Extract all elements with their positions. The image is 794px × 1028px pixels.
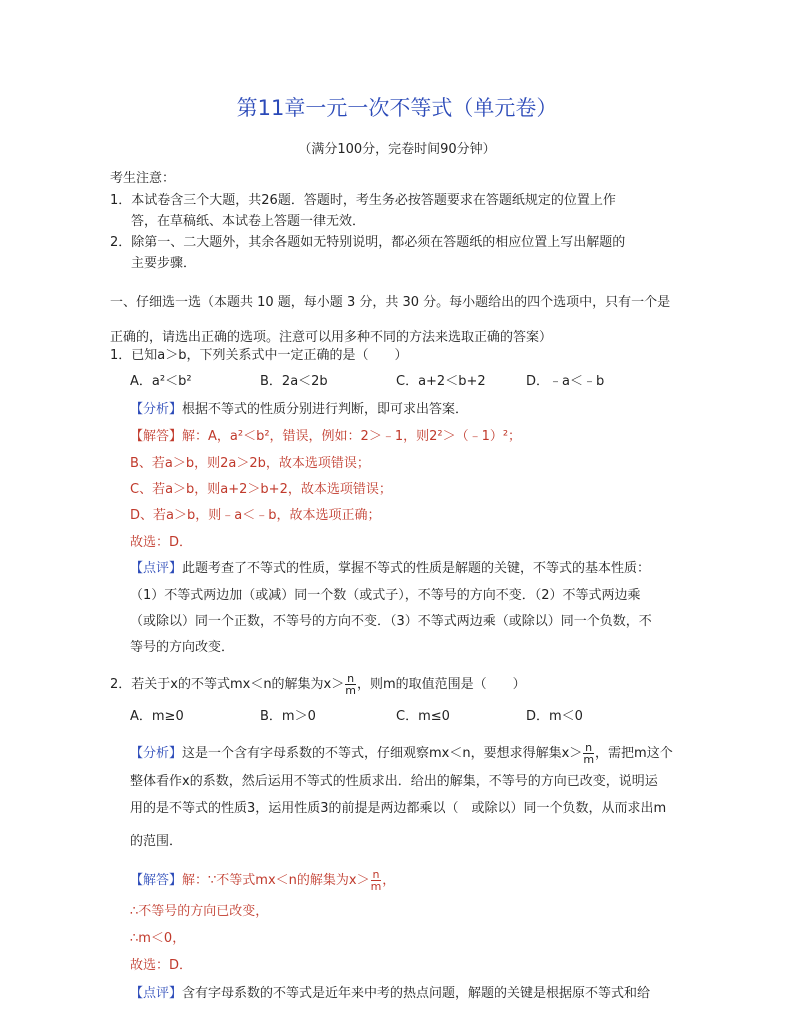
q2-stem-fraction: $\frac{n}{m}$	[345, 672, 356, 697]
q1-review-line-3: （或除以）同一个正数，不等号的方向不变．（3）不等式两边乘（或除以）同一个负数，不	[130, 614, 652, 629]
q2-review-line-1	[130, 985, 650, 1003]
q1-analysis	[130, 401, 468, 419]
q2-stem	[110, 673, 526, 696]
q2-option-c: C．m≤0	[396, 709, 450, 724]
notice-heading: 考生注意：	[110, 171, 176, 186]
q1-review-tag: 【点评】	[130, 561, 183, 576]
q2-option-d: D．m＜0	[526, 709, 583, 724]
q2-answer-line-1	[130, 869, 395, 892]
q2-analysis-pre: 这是一个含有字母系数的不等式，仔细观察mx＜n，要想求得解集x＞	[182, 746, 583, 761]
notice-item-1a: 1．本试卷含三个大题，共26题．答题时，考生务必按答题要求在答题纸规定的位置上作	[110, 193, 616, 208]
page-subtitle: （满分100分，完卷时间90分钟）	[298, 142, 496, 157]
q1-review-line-4: 等号的方向改变．	[130, 640, 235, 655]
q2-review-tag: 【点评】	[130, 986, 183, 1001]
q1-answer-text-1: 解：A，a²＜b²，错误，例如：2＞﹣1，则2²＞（﹣1）²；	[182, 429, 522, 444]
q1-review-text-1: 此题考查了不等式的性质，掌握不等式的性质是解题的关键，不等式的基本性质：	[182, 561, 651, 576]
q2-analysis-line-1	[130, 742, 673, 765]
q2-analysis-line-2: 整体看作x的系数，然后运用不等式的性质求出．给出的解集，不等号的方向已改变，说明运	[130, 774, 658, 789]
q2-answer-tag: 【解答】	[130, 873, 183, 888]
q2-option-b: B．m＞0	[260, 709, 316, 724]
q2-answer-line-2: ∴不等号的方向已改变，	[130, 904, 269, 919]
q1-answer-line-3: C、若a＞b，则a+2＞b+2，故本选项错误；	[130, 482, 392, 497]
q2-answer-pre: 解：∵不等式mx＜n的解集为x＞	[182, 873, 370, 888]
q2-stem-pre: 2．若关于x的不等式mx＜n的解集为x＞	[110, 677, 345, 692]
notice-item-2b: 主要步骤．	[131, 256, 197, 271]
q1-answer-tag: 【解答】	[130, 429, 183, 444]
q2-stem-post: ，则m的取值范围是（ ）	[356, 677, 526, 692]
section1-heading-b: 正确的，请选出正确的选项。注意可以用多种不同的方法来选取正确的答案）	[110, 330, 553, 345]
q1-option-d: D．﹣a＜﹣b	[526, 374, 605, 389]
q1-choice: 故选：D．	[130, 535, 193, 550]
notice-item-1b: 答，在草稿纸、本试卷上答题一律无效．	[131, 214, 366, 229]
q1-option-b: B．2a＜2b	[260, 374, 328, 389]
q2-choice: 故选：D．	[130, 958, 193, 973]
q1-analysis-text: 根据不等式的性质分别进行判断，即可求出答案．	[182, 402, 469, 417]
q2-analysis-post: ，需把m这个	[595, 746, 673, 761]
q1-stem: 1．已知a＞b，下列关系式中一定正确的是（ ）	[110, 348, 408, 363]
q2-analysis-line-3: 用的是不等式的性质3，运用性质3的前提是两边都乘以（ 或除以）同一个负数，从而求出m	[130, 801, 667, 816]
section1-heading-a: 一、仔细选一选（本题共 10 题，每小题 3 分，共 30 分。每小题给出的四个选项中，只有一个是	[110, 295, 671, 310]
q1-option-a: A．a²＜b²	[130, 374, 192, 389]
page-title: 第11章一元一次不等式（单元卷）	[236, 96, 558, 120]
q2-analysis-line-4: 的范围．	[130, 834, 183, 849]
q1-review-line-1	[130, 560, 650, 578]
q1-analysis-tag: 【分析】	[130, 402, 183, 417]
q1-answer-line-1	[130, 428, 521, 446]
q2-analysis-tag: 【分析】	[130, 746, 183, 761]
q2-analysis-fraction: $\frac{n}{m}$	[583, 741, 595, 766]
q1-answer-line-4: D、若a＞b，则﹣a＜﹣b，故本选项正确；	[130, 508, 381, 523]
q1-review-line-2: （1）不等式两边加（或减）同一个数（或式子），不等号的方向不变．（2）不等式两边乘	[130, 588, 641, 603]
q2-review-text-1: 含有字母系数的不等式是近年来中考的热点问题，解题的关键是根据原不等式和给	[182, 986, 651, 1001]
q2-answer-post: ，	[382, 873, 396, 888]
q1-option-c: C．a+2＜b+2	[396, 374, 486, 389]
q2-answer-fraction: $\frac{n}{m}$	[370, 868, 382, 893]
q2-answer-line-3: ∴m＜0，	[130, 931, 186, 946]
q2-option-a: A．m≥0	[130, 709, 184, 724]
notice-item-2a: 2．除第一、二大题外，其余各题如无特别说明，都必须在答题纸的相应位置上写出解题的	[110, 235, 626, 250]
q1-answer-line-2: B、若a＞b，则2a＞2b，故本选项错误；	[130, 456, 370, 471]
